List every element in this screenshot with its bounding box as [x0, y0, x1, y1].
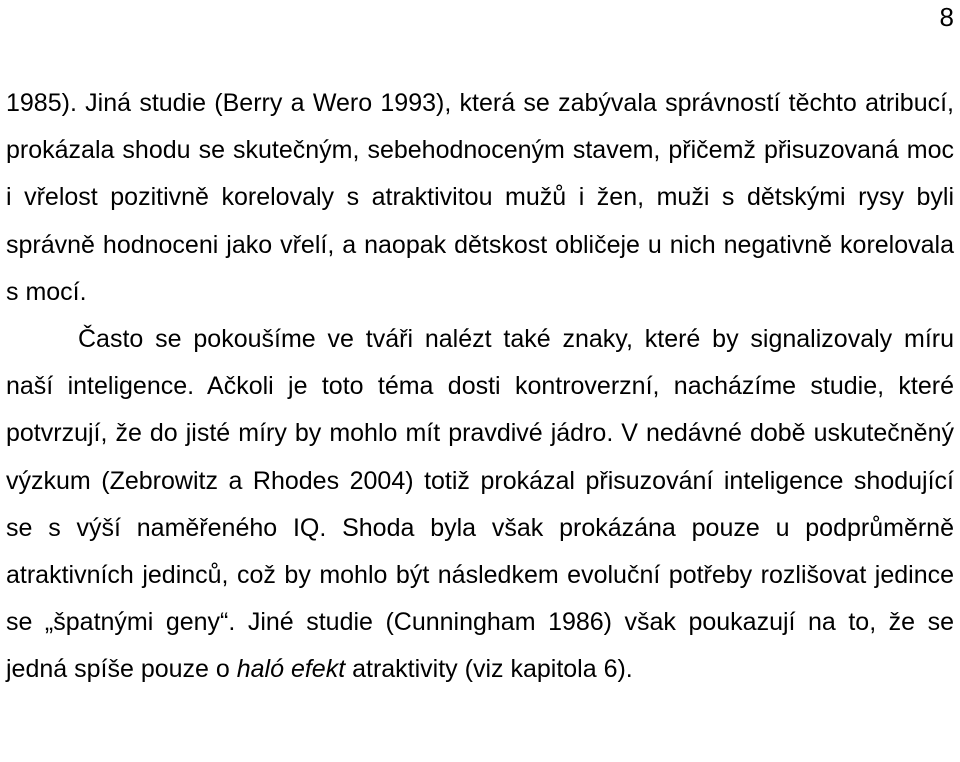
paragraph-2 [6, 316, 954, 694]
paragraph-1: 1985). Jiná studie (Berry a Wero 1993), která se zabývala správností těchto atribucí, prokázala shodu se skutečným, sebehodnoceným stavem, přičemž přisuzovaná moc i vřelost pozitivně korelovaly s atraktivitou mužů i žen, muži s dětskými rysy byli správně hodnoceni jako vřelí, a naopak dětskost obličeje u nich negativně korelovala s mocí. [6, 89, 954, 306]
body-text [6, 80, 954, 694]
italic-term-halo-efekt: haló efekt [236, 655, 346, 684]
paragraph-2-text-after: atraktivity (viz kapitola 6). [345, 655, 633, 684]
page-number: 8 [939, 2, 954, 32]
paragraph-2-text-before: Často se pokoušíme ve tváři nalézt také znaky, které by signalizovaly míru naší inteligence. Ačkoli je toto téma dosti kontroverzní, nacházíme studie, které potvrzují, že do jisté míry by mohlo mít pravdivé jádro. V nedávné době uskutečněný výzkum (Zebrowitz a Rhodes 2004) totiž prokázal přisuzování inteligence shodující se s výší naměřeného IQ. Shoda byla však prokázána pouze u podprůměrně atraktivních jedinců, což by mohlo být následkem evoluční potřeby rozlišovat jedince se „špatnými geny“. Jiné studie (Cunningham 1986) však poukazují na to, že se jedná spíše pouze o [6, 325, 954, 684]
